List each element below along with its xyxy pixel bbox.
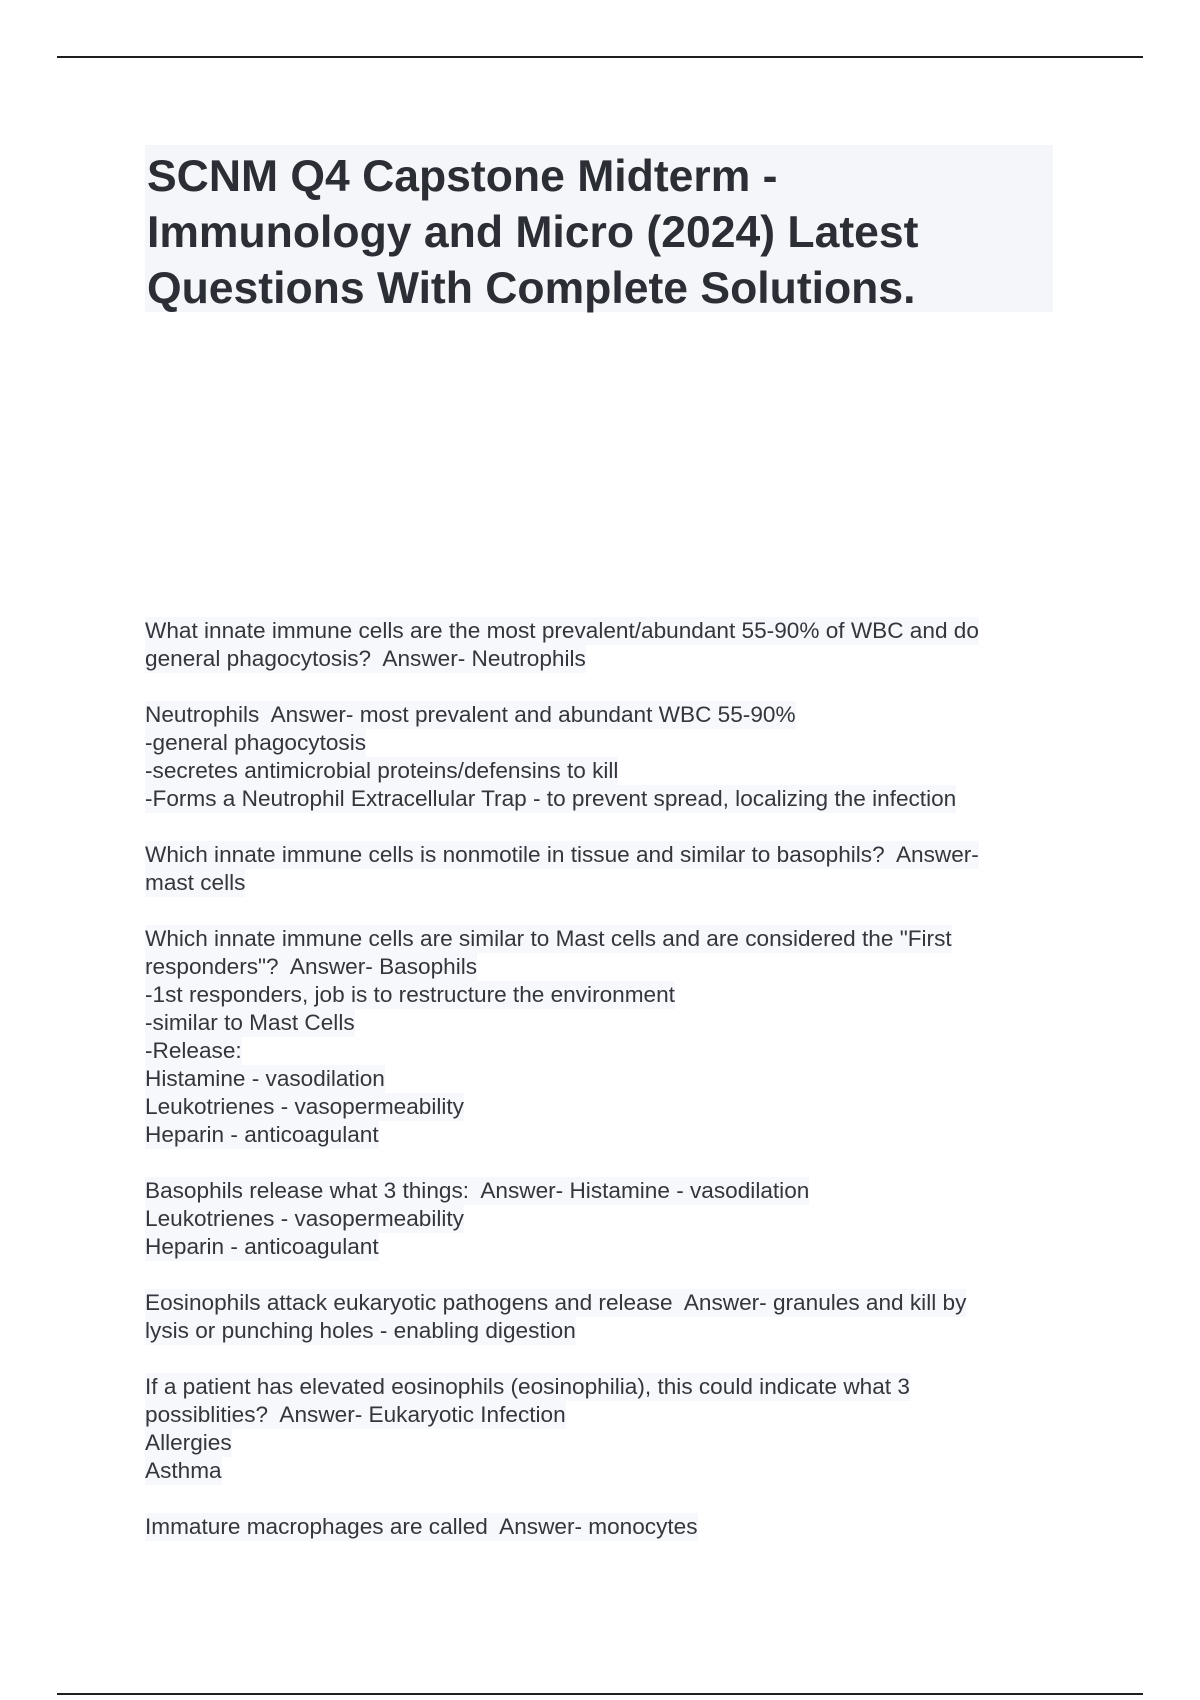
qa-line: mast cells xyxy=(145,870,246,895)
bottom-divider xyxy=(57,1693,1143,1695)
qa-line: -similar to Mast Cells xyxy=(145,1010,355,1035)
qa-line: Histamine - vasodilation xyxy=(145,1066,385,1091)
qa-line: responders"? Answer- Basophils xyxy=(145,954,478,979)
qa-line: -Forms a Neutrophil Extracellular Trap - to prevent spread, localizing the infection xyxy=(145,786,957,811)
qa-item xyxy=(145,1177,1065,1261)
qa-line: Basophils release what 3 things: Answer- Histamine - vasodilation xyxy=(145,1178,810,1203)
qa-item xyxy=(145,1373,1065,1485)
qa-line: -1st responders, job is to restructure the environment xyxy=(145,982,675,1007)
qa-line: Asthma xyxy=(145,1458,222,1483)
qa-line: If a patient has elevated eosinophils (eosinophilia), this could indicate what 3 xyxy=(145,1374,910,1399)
qa-list xyxy=(145,617,1065,1569)
qa-line: Heparin - anticoagulant xyxy=(145,1234,379,1259)
title-line: Questions With Complete Solutions. xyxy=(147,264,916,313)
qa-item xyxy=(145,701,1065,813)
qa-line: Allergies xyxy=(145,1430,232,1455)
qa-item xyxy=(145,617,1065,673)
qa-line: Which innate immune cells are similar to Mast cells and are considered the "First xyxy=(145,926,952,951)
qa-line: Neutrophils Answer- most prevalent and abundant WBC 55-90% xyxy=(145,702,796,727)
qa-line: What innate immune cells are the most prevalent/abundant 55-90% of WBC and do xyxy=(145,618,979,643)
qa-line: general phagocytosis? Answer- Neutrophils xyxy=(145,646,586,671)
qa-item xyxy=(145,925,1065,1149)
qa-line: Heparin - anticoagulant xyxy=(145,1122,379,1147)
qa-line: Which innate immune cells is nonmotile in tissue and similar to basophils? Answer- xyxy=(145,842,979,867)
qa-line: Leukotrienes - vasopermeability xyxy=(145,1094,464,1119)
qa-line: -secretes antimicrobial proteins/defensins to kill xyxy=(145,758,619,783)
top-divider xyxy=(57,56,1143,58)
document-title xyxy=(145,145,1053,317)
qa-line: -general phagocytosis xyxy=(145,730,367,755)
title-line: SCNM Q4 Capstone Midterm - xyxy=(147,152,778,201)
title-block xyxy=(145,145,1053,312)
qa-line: Leukotrienes - vasopermeability xyxy=(145,1206,464,1231)
qa-item xyxy=(145,841,1065,897)
qa-line: lysis or punching holes - enabling digestion xyxy=(145,1318,576,1343)
qa-line: possiblities? Answer- Eukaryotic Infection xyxy=(145,1402,566,1427)
qa-item xyxy=(145,1513,1065,1541)
qa-line: Eosinophils attack eukaryotic pathogens and release Answer- granules and kill by xyxy=(145,1290,967,1315)
qa-item xyxy=(145,1289,1065,1345)
title-line: Immunology and Micro (2024) Latest xyxy=(147,208,919,257)
qa-line: -Release: xyxy=(145,1038,242,1063)
qa-line: Immature macrophages are called Answer- monocytes xyxy=(145,1514,698,1539)
